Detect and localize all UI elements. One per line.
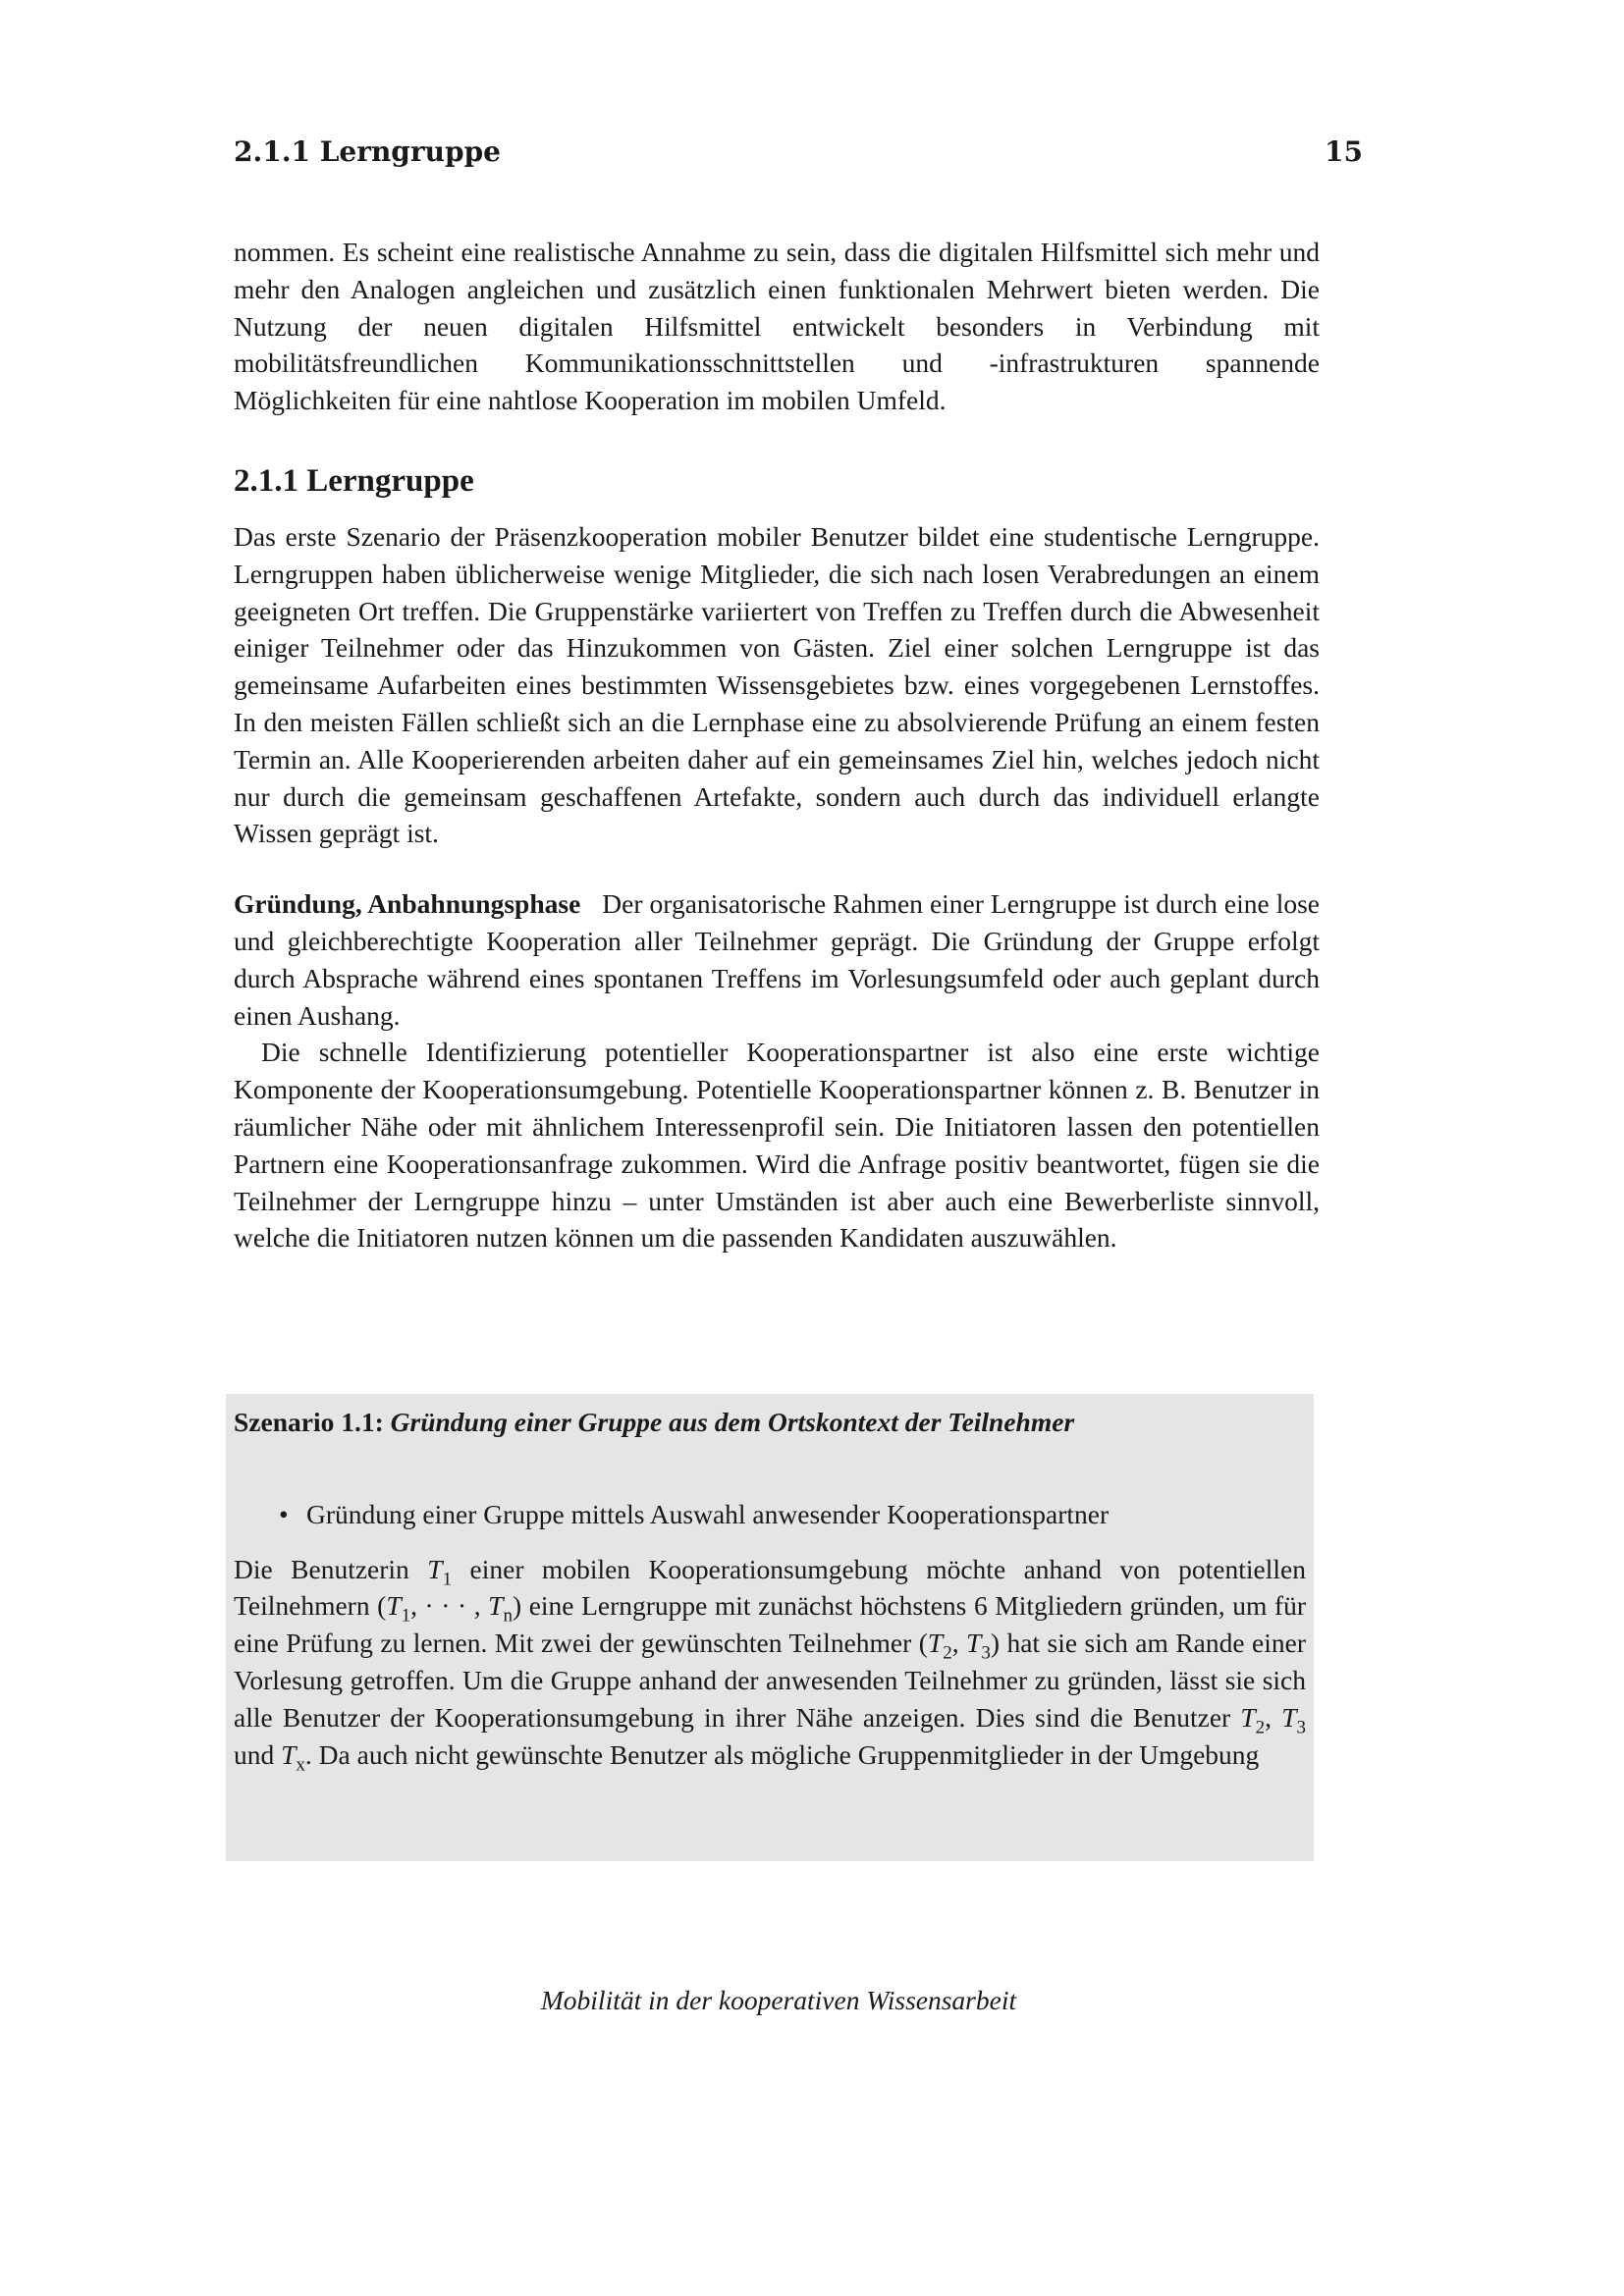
scenario-label: Szenario 1.1: [234, 1407, 384, 1437]
math-var [281, 1738, 305, 1776]
math-separator: , · · · , [410, 1590, 489, 1622]
scenario-text-part: . Da auch nicht gewünschte Benutzer als mögliche Gruppenmitglieder in der Umgebung [304, 1738, 1260, 1770]
math-subscript: x [296, 1754, 305, 1776]
scenario-text-part: Die Benutzerin [234, 1553, 428, 1584]
math-var [427, 1553, 453, 1590]
scenario-text-part: und [234, 1738, 282, 1770]
math-separator: , [951, 1628, 967, 1659]
running-header-title: 2.1.1 Lerngruppe [234, 135, 501, 168]
paragraph-heading: Gründung, Anbahnungsphase [234, 888, 581, 920]
math-subscript: 1 [401, 1605, 411, 1627]
math-subscript: 3 [981, 1642, 991, 1664]
math-var [386, 1590, 411, 1627]
scenario-text-part: einer mobilen Kooperationsumgebung möchte anhand von potentiellen Teilnehmern ( [234, 1553, 1306, 1622]
scenario-title-text: Gründung einer Gruppe aus dem Ortskontext der Teilnehmer [390, 1407, 1075, 1437]
math-var [488, 1590, 513, 1627]
founding-text: Der organisatorische Rahmen einer Lerngruppe ist durch eine lose und gleichberechtigte Kooperation aller Teilnehmer geprägt. Die Gründung der Gruppe erfolgt durch Absprache während eines spontanen Treffens im Vorlesungsumfeld oder auch geplant durch einen Aushang. [234, 888, 1321, 1031]
list-item-text: Gründung einer Gruppe mittels Auswahl anwesender Kooperationspartner [306, 1498, 1110, 1529]
bullet-icon: • [279, 1498, 289, 1529]
math-separator: , [1265, 1701, 1282, 1733]
math-subscript: 3 [1296, 1717, 1306, 1738]
math-subscript: 1 [442, 1569, 453, 1590]
math-symbol: T [927, 1628, 944, 1659]
math-symbol: T [1240, 1701, 1256, 1733]
scenario-box [226, 1394, 1314, 1861]
list-item [279, 1496, 1306, 1533]
body-text [234, 234, 1320, 1256]
page-number: 15 [1325, 135, 1363, 168]
math-var [927, 1628, 952, 1664]
math-symbol: T [1281, 1701, 1297, 1733]
math-symbol: T [427, 1553, 443, 1584]
math-var [1240, 1701, 1266, 1738]
scenario-text-part: ) eine Lerngruppe mit zunächst höchstens 6 Mitgliedern gründen, um für eine Prüfung zu lernen. Mit zwei der gewünschten Teilnehmer ( [234, 1590, 1306, 1659]
running-header [234, 135, 1363, 168]
math-var [966, 1628, 991, 1664]
math-symbol: T [281, 1738, 297, 1770]
section-heading: 2.1.1 Lerngruppe [234, 462, 474, 499]
math-subscript: 2 [1255, 1717, 1266, 1738]
founding-paragraph-2: Die schnelle Identifizierung potentieller Kooperationspartner ist also eine erste wichtige Komponente der Kooperationsumgebung. Potentielle Kooperationspartner können z. B. Benutzer in räumlicher Nähe oder mit ähnlichem Interessenprofil sein. Die Initiatoren lassen den potentiellen Partnern eine Kooperationsanfrage zukommen. Wird die Anfrage positiv beantwortet, fügen sie die Teilnehmer der Lerngruppe hinzu – unter Umständen ist aber auch eine Bewerberliste sinnvoll, welche die Initiatoren nutzen können um die passenden Kandidaten auszuwählen. [234, 1037, 1320, 1254]
math-var [1281, 1701, 1306, 1738]
math-symbol: T [488, 1590, 504, 1622]
page-footer: Mobilität in der kooperativen Wissensarbeit [540, 1985, 1017, 2015]
scenario-paragraph [234, 1551, 1306, 1774]
math-symbol: T [386, 1590, 402, 1622]
intro-paragraph: nommen. Es scheint eine realistische Annahme zu sein, dass die digitalen Hilfsmittel sich mehr und mehr den Analogen angleichen und zusätzlich einen funktionalen Mehrwert bieten werden. Die Nutzung der neuen digitalen Hilfsmittel entwickelt besonders in Verbindung mit mobilitätsfreundlichen Kommunikationsschnittstellen und -infrastrukturen spannende Möglichkeiten für eine nahtlose Kooperation im mobilen Umfeld. [234, 237, 1320, 416]
scenario-bullet-list [234, 1496, 1306, 1533]
scenario-title [234, 1404, 1306, 1441]
math-symbol: T [966, 1628, 982, 1659]
founding-paragraph [234, 885, 1320, 1034]
scenario-text-part: ) hat sie sich am Rande einer Vorlesung getroffen. Um die Gruppe anhand der anwesenden Teilnehmer zu gründen, lässt sie sich alle Benutzer der Kooperationsumgebung in ihrer Nähe anzeigen. Dies sind die Benutzer [234, 1628, 1307, 1733]
math-subscript: 2 [943, 1642, 952, 1664]
section-paragraph: Das erste Szenario der Präsenzkooperation mobiler Benutzer bildet eine studentische Lerngruppe. Lerngruppen haben üblicherweise wenige Mitglieder, die sich nach losen Verabredungen an einem geeigneten Ort treffen. Die Gruppenstärke variiertert von Treffen zu Treffen durch die Abwesenheit einiger Teilnehmer oder das Hinzukommen von Gästen. Ziel einer solchen Lerngruppe ist das gemeinsame Aufarbeiten eines bestimmten Wissensgebietes bzw. eines vorgegebenen Lernstoffes. In den meisten Fällen schließt sich an die Lernphase eine zu absolvierende Prüfung an einem festen Termin an. Alle Kooperierenden arbeiten daher auf ein gemeinsames Ziel hin, welches jedoch nicht nur durch die gemeinsam geschaffenen Artefakte, sondern auch durch das individuell erlangte Wissen geprägt ist. [234, 520, 1320, 849]
math-subscript: n [503, 1605, 513, 1627]
